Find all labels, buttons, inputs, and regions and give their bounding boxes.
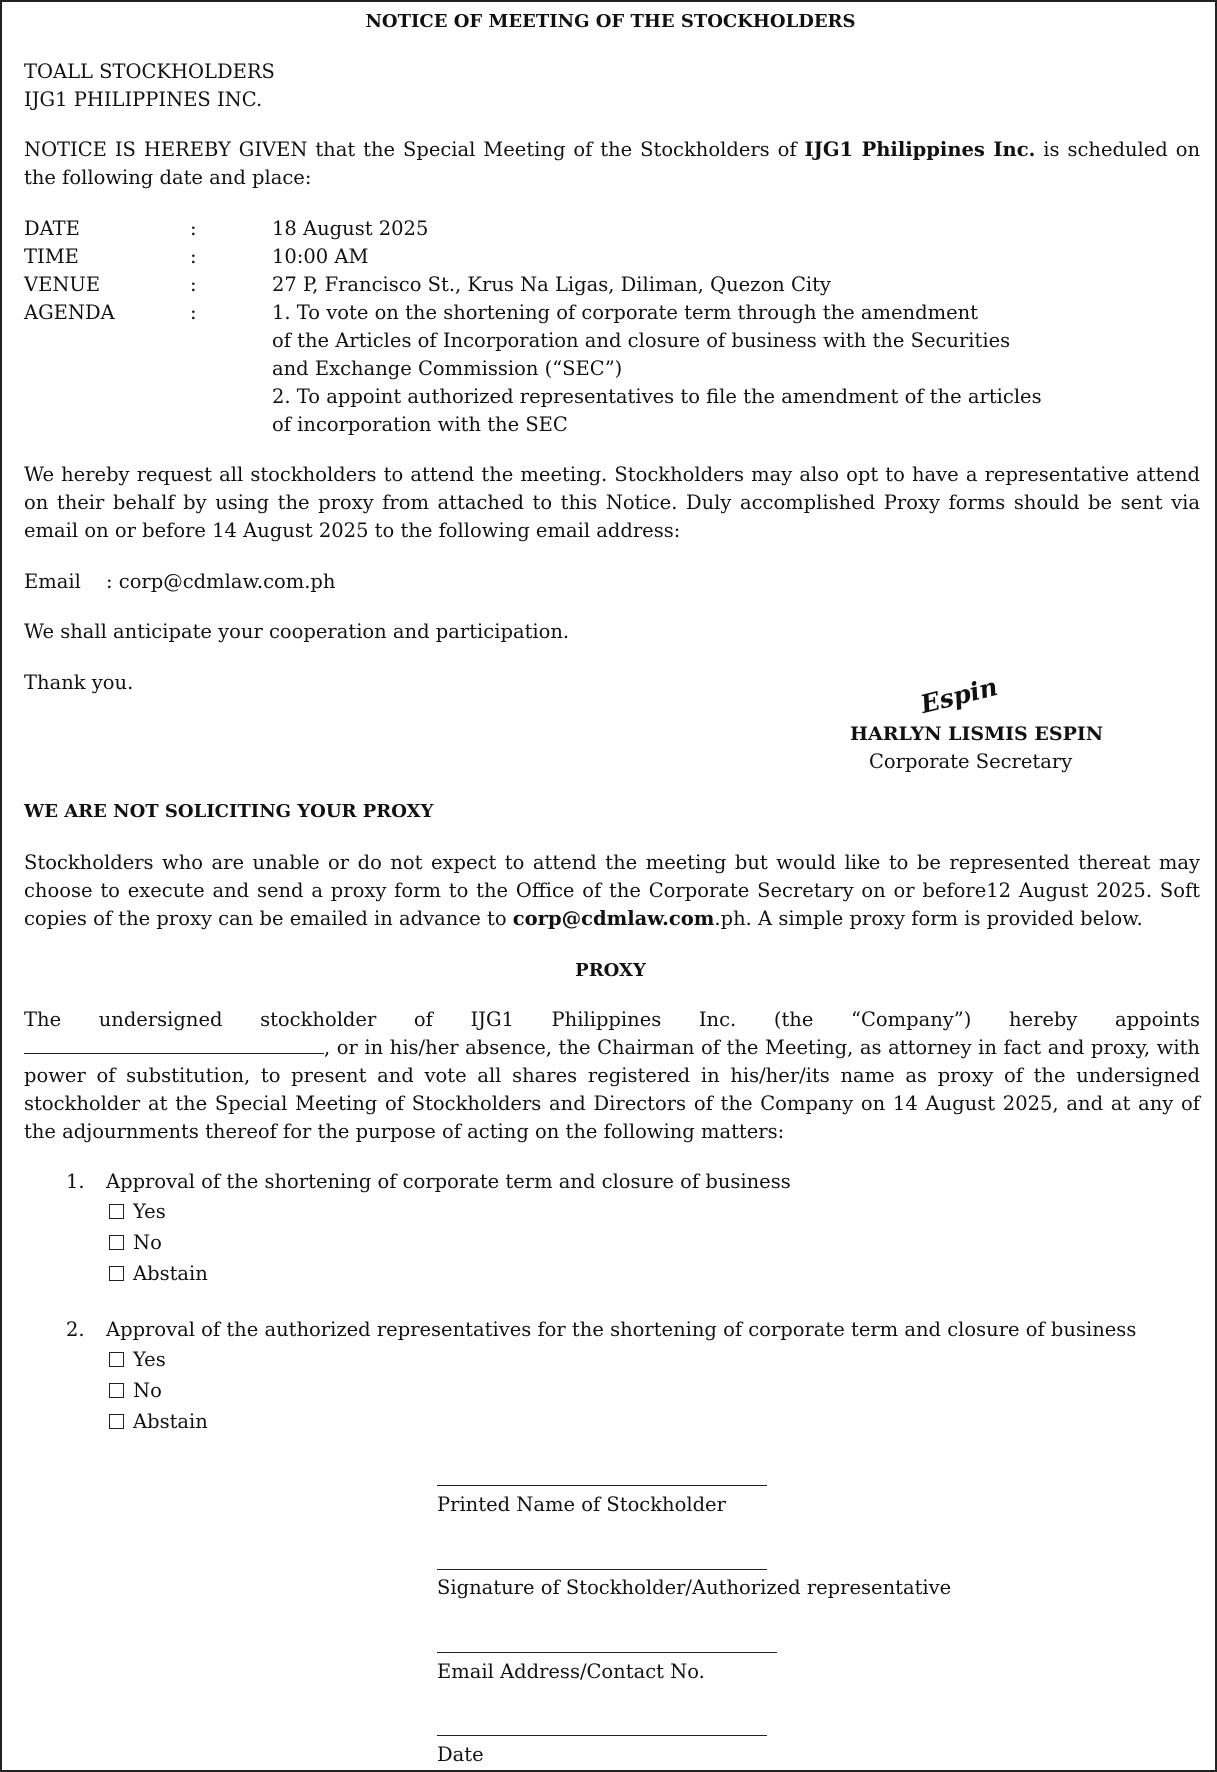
email-contact-line[interactable] [437,1652,777,1653]
cooperation-line: We shall anticipate your cooperation and participation. [24,620,570,643]
date-label: DATE [24,217,80,240]
item1-option-yes[interactable] [109,1198,166,1226]
proxy-item-number: 2. [66,1318,85,1341]
agenda-line: 2. To appoint authorized representatives to file the amendment of the articles [272,385,1042,408]
proxy-text-rest: , or in his/her absence, the Chairman of the Meeting, as attorney in fact and proxy, with power of substitution, to present and vote all shares registered in his/her/its name as proxy of the undersigned stockholder at the Special Meeting of Stockholders and Directors of the Company on 14 August 2025, and at any of the adjournments thereof for the purpose of acting on the following matters: [24,1036,1200,1143]
agenda-line: of the Articles of Incorporation and closure of business with the Securities [272,329,1011,352]
intro-text-after: is scheduled on the following date and place: [24,138,1201,189]
time-value: 10:00 AM [272,245,369,268]
option-label: Abstain [133,1262,208,1285]
item1-option-no[interactable] [109,1229,162,1257]
addressee-line-1: TOALL STOCKHOLDERS [24,60,275,83]
addressee-line-2: IJG1 PHILIPPINES INC. [24,88,263,111]
venue-value: 27 P, Francisco St., Krus Na Ligas, Diliman, Quezon City [272,273,831,296]
signatory-name: HARLYN LISMIS ESPIN [850,723,1104,745]
option-label: Yes [133,1348,166,1371]
signature-label: Signature of Stockholder/Authorized representative [437,1576,952,1599]
intro-company-name: IJG1 Philippines Inc. [804,138,1036,161]
checkbox-icon[interactable] [109,1383,124,1398]
notice-title: NOTICE OF MEETING OF THE STOCKHOLDERS [365,11,856,32]
time-label: TIME [24,245,79,268]
venue-label: VENUE [24,273,101,296]
checkbox-icon[interactable] [109,1352,124,1367]
option-label: Yes [133,1200,166,1223]
agenda-line: 1. To vote on the shortening of corporate term through the amendment [272,301,979,324]
item2-option-abstain[interactable] [109,1408,208,1436]
signature-line[interactable] [437,1569,767,1570]
item2-option-no[interactable] [109,1377,162,1405]
date-line[interactable] [437,1735,767,1736]
option-label: No [133,1379,162,1402]
option-label: Abstain [133,1410,208,1433]
time-colon: : [190,245,197,268]
printed-name-line[interactable] [437,1485,767,1486]
proxy-appointee-blank[interactable] [24,1035,324,1054]
not-soliciting-paragraph [24,849,1200,933]
solicit-email-bold: corp@cdmlaw.com [512,907,715,930]
item2-option-yes[interactable] [109,1346,166,1374]
item1-option-abstain[interactable] [109,1260,208,1288]
checkbox-icon[interactable] [109,1414,124,1429]
proxy-heading: PROXY [575,960,646,981]
checkbox-icon[interactable] [109,1266,124,1281]
thank-you-line: Thank you. [24,671,134,694]
option-label: No [133,1231,162,1254]
proxy-paragraph [24,1006,1200,1146]
email-value: : corp@cdmlaw.com.ph [106,570,336,593]
agenda-label: AGENDA [24,301,115,324]
attendance-request-paragraph: We hereby request all stockholders to attend the meeting. Stockholders may also opt to have a representative attend on their behalf by using the proxy from attached to this Notice. Duly accomplished Proxy forms should be sent via email on or before 14 August 2025 to the following email address: [24,463,1200,542]
checkbox-icon[interactable] [109,1204,124,1219]
email-label: Email [24,570,81,593]
printed-name-label: Printed Name of Stockholder [437,1493,726,1516]
proxy-item-text: Approval of the shortening of corporate term and closure of business [106,1170,791,1193]
signatory-title: Corporate Secretary [869,750,1073,773]
handwritten-signature: Espin [917,671,1001,720]
not-soliciting-heading: WE ARE NOT SOLICITING YOUR PROXY [24,801,434,822]
notice-intro-paragraph [24,136,1200,192]
solicit-text-before: Stockholders who are unable or do not expect to attend the meeting but would like to be represented thereat may choose to execute and send a proxy form to the Office of the Corporate Secretary on or before12 August 2025. Soft copies of the proxy can be emailed in advance to [24,851,1200,930]
email-contact-label: Email Address/Contact No. [437,1660,705,1683]
intro-text-before: NOTICE IS HEREBY GIVEN that the Special Meeting of the Stockholders of [24,138,805,161]
solicit-text-after: .ph. A simple proxy form is provided below. [714,907,1143,930]
date-value: 18 August 2025 [272,217,429,240]
date-field-label: Date [437,1743,484,1766]
date-colon: : [190,217,197,240]
agenda-line: of incorporation with the SEC [272,413,568,436]
proxy-item-number: 1. [66,1170,85,1193]
checkbox-icon[interactable] [109,1235,124,1250]
agenda-line: and Exchange Commission (“SEC”) [272,357,623,380]
venue-colon: : [190,273,197,296]
proxy-item-text: Approval of the authorized representatives for the shortening of corporate term and closure of business [106,1318,1137,1341]
agenda-colon: : [190,301,197,324]
proxy-first-line: The undersigned stockholder of IJG1 Philippines Inc. (the “Company”) hereby appoints [24,1008,1200,1031]
